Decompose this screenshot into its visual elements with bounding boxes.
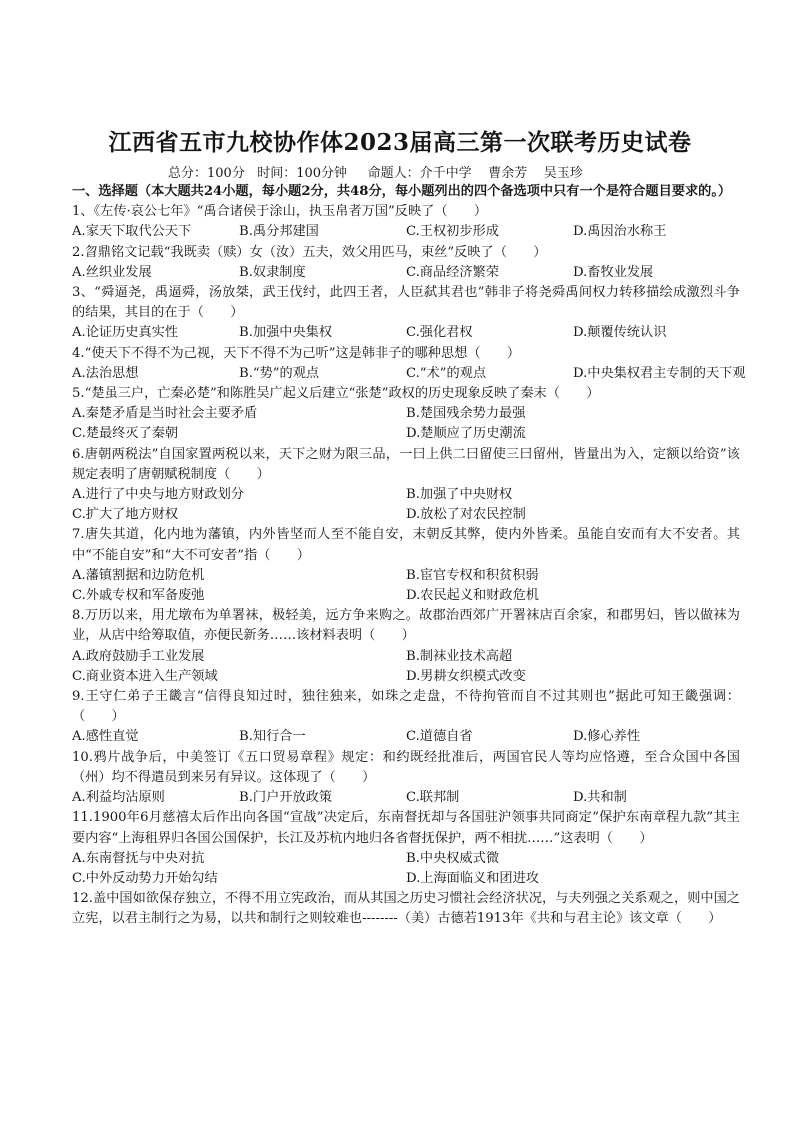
question-12: [72, 889, 740, 929]
section-header: 一、选择题（本大题共24小题，每小题2分，共48分，每小题列出的四个备选项中只有一个是符合题目要求的。）: [72, 184, 732, 199]
question-1: [72, 202, 740, 242]
exam-subtitle: 总分：100分 时间：100分钟 命题人：介千中学 曹余芳 吴玉珍: [168, 166, 583, 181]
question-2: [72, 243, 740, 283]
option-a: A.家天下取代公天下: [72, 224, 192, 240]
option-group: [72, 364, 746, 384]
option-b: B.禹分邦建国: [239, 224, 319, 240]
question-3: [72, 283, 740, 344]
question-stem: 7.唐失其道，化内地为藩镇，内外皆坚而人至不能自安，末朝反其弊，使内外皆柔。虽能自安而有大不安者。其中“不能自安”和“大不可安者”指（ ）: [72, 527, 740, 563]
option-c: C.联邦制: [406, 790, 460, 806]
option-d: D.颠覆传统认识: [573, 325, 667, 341]
option-d: D.放松了对农民控制: [406, 507, 526, 523]
question-stem: 2.曶鼎铭文记载“我既卖（赎）女（汝）五夫，效父用匹马，束丝”反映了（ ）: [72, 244, 547, 260]
option-b: B.制袜业技术高超: [406, 648, 513, 664]
option-d: D.修心养性: [573, 729, 641, 745]
option-b: B.门户开放政策: [239, 790, 333, 806]
question-6: [72, 445, 740, 526]
option-c: C.王权初步形成: [406, 224, 499, 240]
option-b: B.加强了中央财权: [406, 487, 513, 503]
question-4: [72, 344, 746, 384]
option-c: C.中外反动势力开始勾结: [72, 870, 218, 886]
option-a: A.感性直觉: [72, 729, 139, 745]
option-a: A.藩镇割据和边防危机: [72, 567, 205, 583]
option-group: [72, 485, 740, 525]
question-7: [72, 525, 740, 606]
option-d: D.上海面临义和团进攻: [406, 870, 539, 886]
option-c: C.商品经济繁荣: [406, 264, 499, 280]
option-group: [72, 222, 740, 242]
option-group: [72, 727, 740, 747]
exam-title: 江西省五市九校协作体2023届高三第一次联考历史试卷: [108, 129, 692, 156]
question-stem: 10.鸦片战争后，中美签订《五口贸易章程》规定：和约既经批准后，两国官民人等均应恪遵，至合众国中各国（州）均不得遣员到来另有异议。这体现了（ ）: [72, 749, 740, 785]
option-b: B.加强中央集权: [239, 325, 333, 341]
option-a: A.秦楚矛盾是当时社会主要矛盾: [72, 406, 258, 422]
option-d: D.楚顺应了历史潮流: [406, 426, 526, 442]
question-stem: 12.盖中国如欲保存独立，不得不用立宪政治，而从其国之历史习惯社会经济状况，与夫列强之关系观之，则中国之立宪，以君主制行之为易，以共和制行之则较难也--------（美）古德若1913年《共和与君主论》该文章（ ）: [72, 891, 740, 927]
option-b: B.“势”的观点: [239, 365, 320, 381]
option-d: D.农民起义和财政危机: [406, 588, 539, 604]
option-group: [72, 788, 740, 808]
option-c: C.商业资本进入生产领域: [72, 668, 218, 684]
option-a: A.利益均沾原则: [72, 790, 165, 806]
option-b: B.宦官专权和积贫积弱: [406, 567, 539, 583]
option-c: C.外戚专权和军备废弛: [72, 588, 205, 604]
question-11: [72, 808, 740, 889]
question-stem: 1、《左传·哀公七年》“禹合诸侯于涂山，执玉帛者万国”反映了（ ）: [72, 204, 488, 220]
question-9: [72, 687, 740, 748]
option-d: D.共和制: [573, 790, 627, 806]
question-8: [72, 606, 740, 687]
option-a: A.论证历史真实性: [72, 325, 179, 341]
question-stem: 3、“舜逼尧，禹逼舜，汤放桀，武王伐纣，此四王者，人臣弑其君也”韩非子将尧舜禹间权力转移描绘成激烈斗争的结果，其目的在于（ ）: [72, 285, 740, 321]
option-b: B.知行合一: [239, 729, 306, 745]
option-b: B.奴隶制度: [239, 264, 306, 280]
option-group: [72, 647, 740, 687]
option-a: A.政府鼓励手工业发展: [72, 648, 205, 664]
option-group: [72, 404, 740, 444]
question-stem: 8.万历以来，用尤墩布为单署袜，极轻美，远方争来购之。故郡治西郊广开署袜店百余家，和郡男妇，皆以做袜为业，从店中给筹取值，亦便民新务……该材料表明（ ）: [72, 608, 740, 644]
question-stem: 5.“楚虽三户，亡秦必楚”和陈胜吴广起义后建立“张楚”政权的历史现象反映了秦末（ ）: [72, 386, 600, 402]
option-a: A.东南督抚与中央对抗: [72, 850, 205, 866]
option-group: [72, 323, 740, 343]
option-d: D.男耕女织模式改变: [406, 668, 526, 684]
question-5: [72, 384, 740, 445]
option-group: [72, 849, 740, 889]
option-d: D.中央集权君主专制的天下观: [573, 365, 746, 381]
option-c: C.“术”的观点: [406, 365, 487, 381]
option-b: B.楚国残余势力最强: [406, 406, 526, 422]
question-10: [72, 748, 740, 809]
question-stem: 9.王守仁弟子王畿言“信得良知过时，独往独来，如珠之走盘，不待拘管而自不过其则也”据此可知王畿强调：（ ）: [72, 689, 740, 725]
option-a: A.进行了中央与地方财政划分: [72, 487, 244, 503]
option-d: D.畜牧业发展: [573, 264, 654, 280]
option-a: A.法治思想: [72, 365, 139, 381]
option-c: C.强化君权: [406, 325, 473, 341]
option-group: [72, 263, 740, 283]
question-list: [72, 202, 746, 929]
question-stem: 6.唐朝两税法”自国家置两税以来，天下之财为限三品，一曰上供二曰留使三曰留州，皆量出为入，定额以给资”该规定表明了唐朝赋税制度（ ）: [72, 446, 740, 482]
option-b: B.中央权威式微: [406, 850, 500, 866]
option-c: C.楚最终灭了秦朝: [72, 426, 179, 442]
option-c: C.道德自省: [406, 729, 473, 745]
option-a: A.丝织业发展: [72, 264, 152, 280]
exam-body: [72, 182, 746, 930]
question-stem: 4.“使天下不得不为己视，天下不得不为己听”这是韩非子的哪种思想（ ）: [72, 345, 521, 361]
option-group: [72, 566, 740, 606]
option-d: D.禹因治水称王: [573, 224, 667, 240]
question-stem: 11.1900年6月慈禧太后作出向各国“宣战”决定后，东南督抚却与各国驻沪领事共同商定“保护东南章程九款”其主要内容“上海租界归各国公国保护，长江及苏杭内地归各省督抚保护，两不相扰……”这表明（ ）: [72, 810, 740, 846]
option-c: C.扩大了地方财权: [72, 507, 179, 523]
